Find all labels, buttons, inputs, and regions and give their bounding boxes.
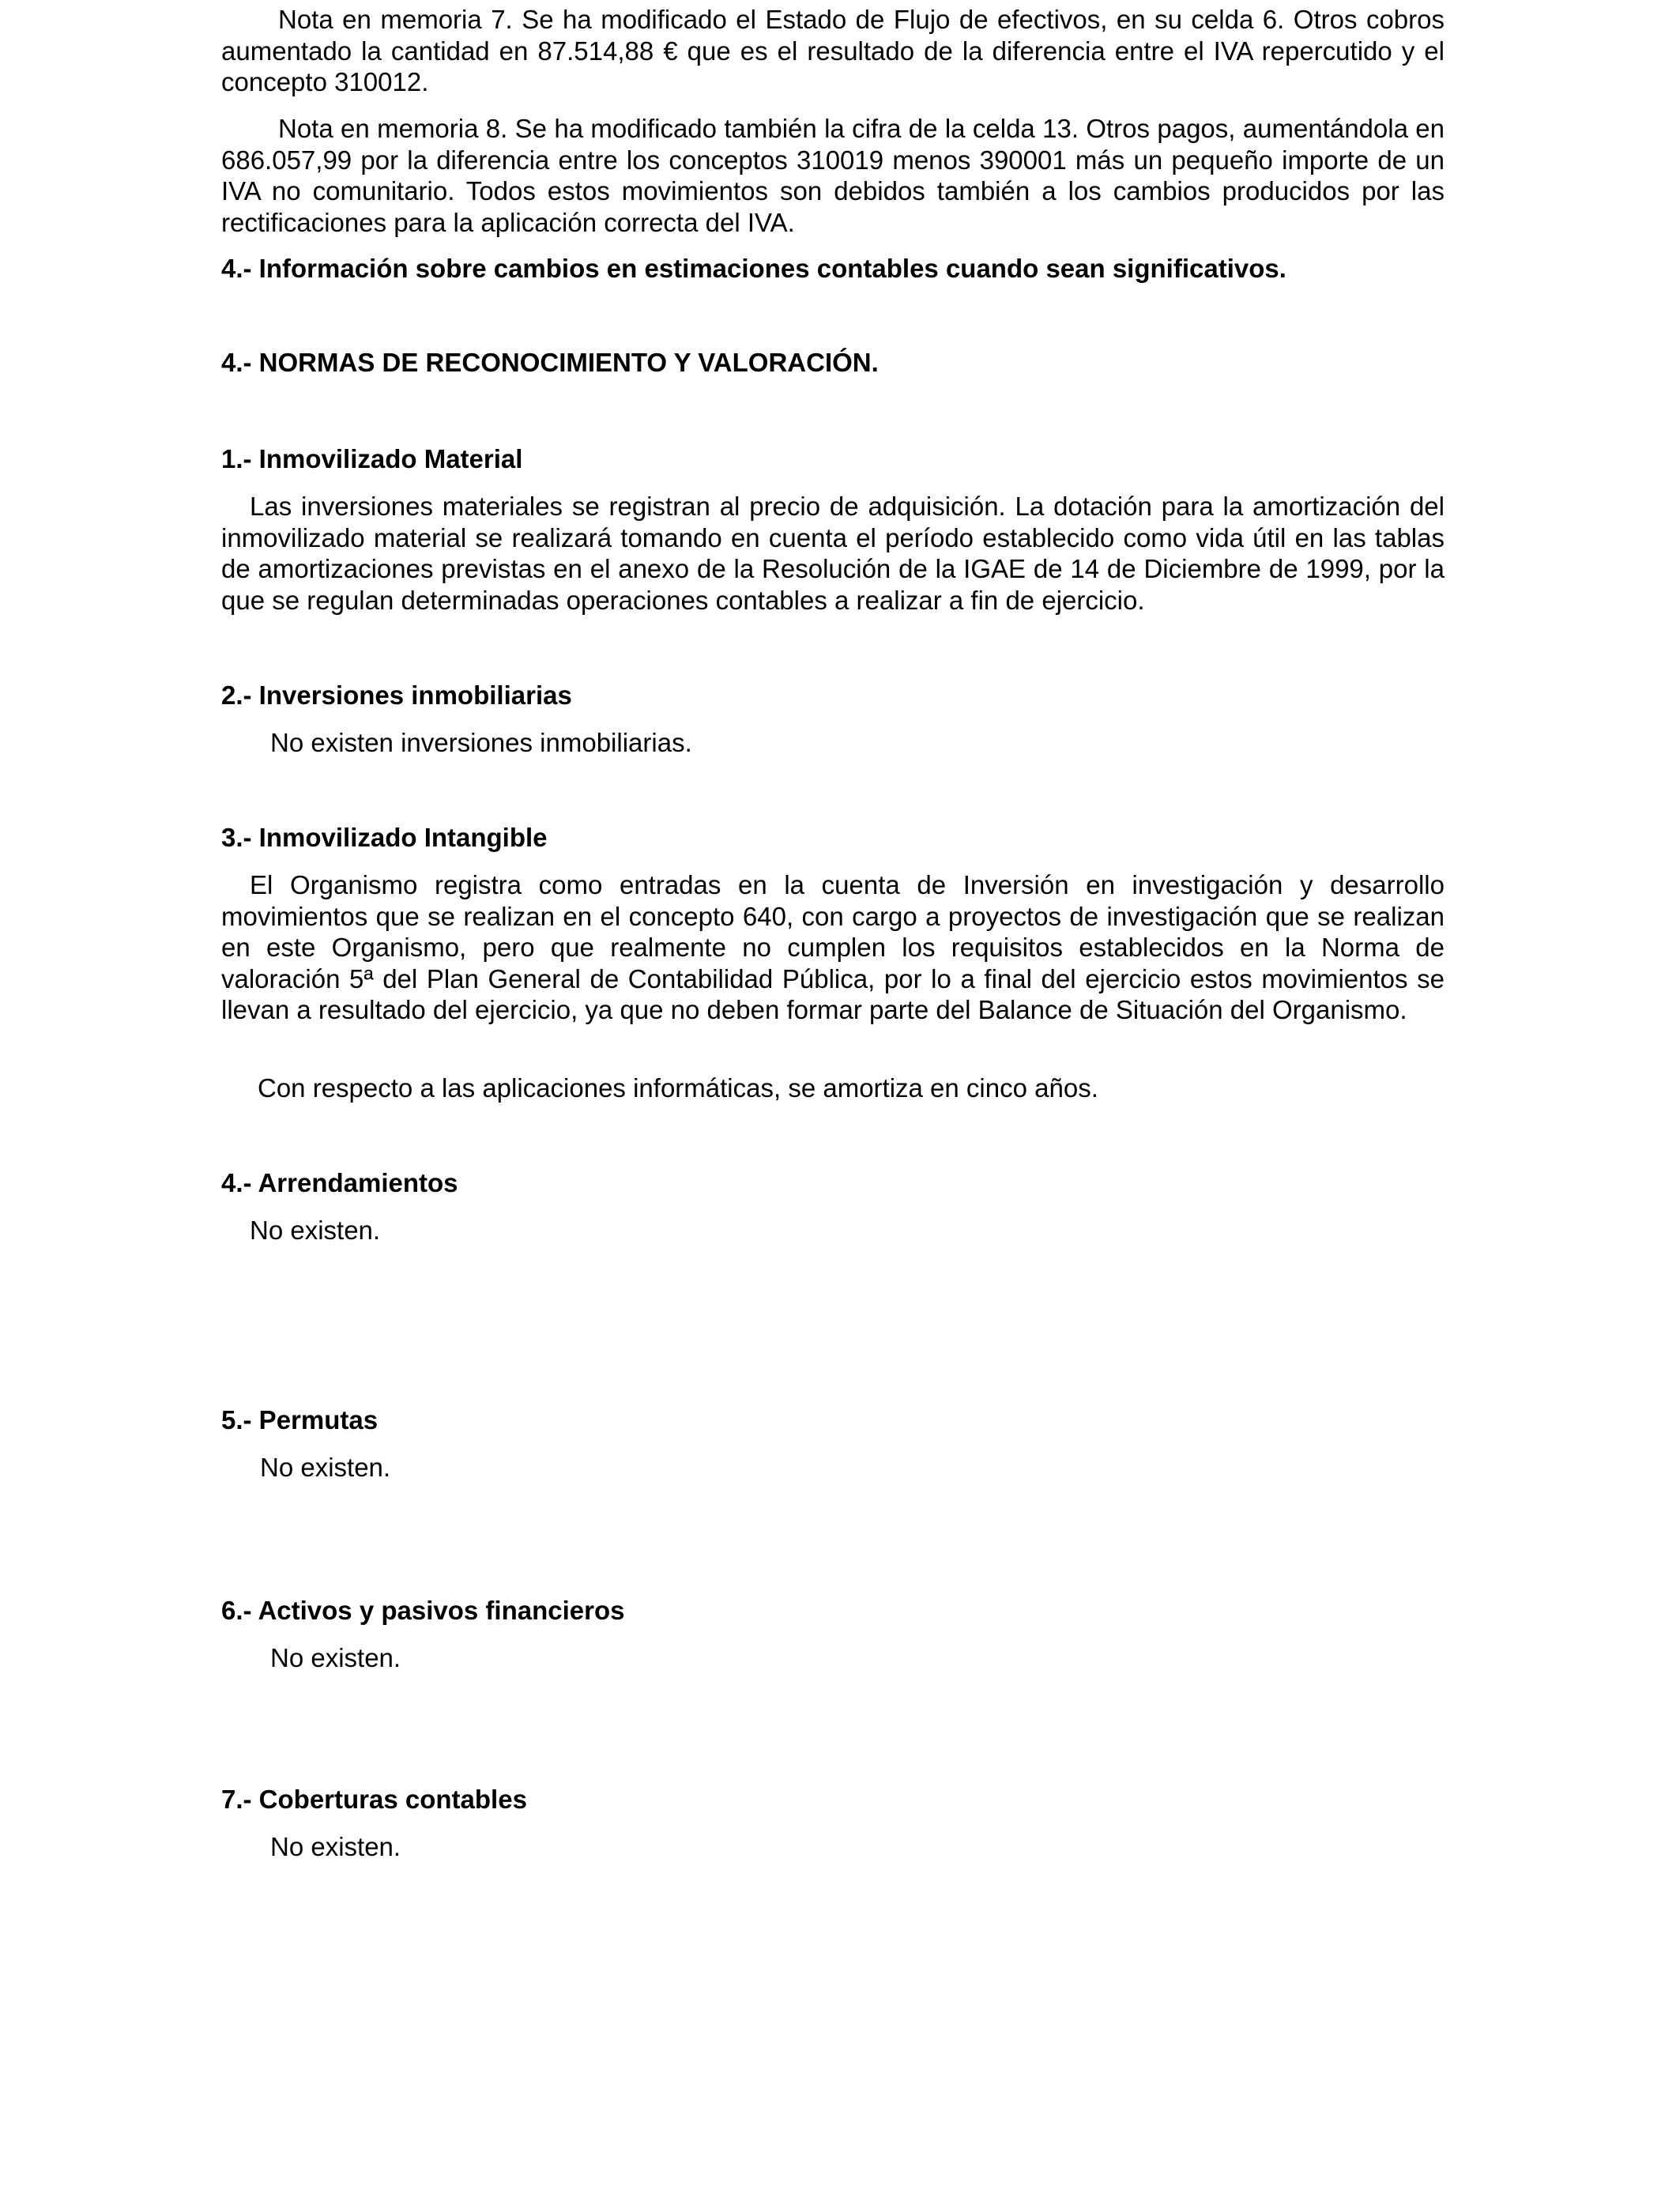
document-page: [221, 0, 1445, 2194]
paragraph-nota-memoria-8: Nota en memoria 8. Se ha modificado también la cifra de la celda 13. Otros pagos, aumentándola en 686.057,99 por la diferencia entre los conceptos 310019 menos 390001 más un pequeño importe de un IVA no comunitario. Todos estos movimientos son debidos también a los cambios producidos por las rectificaciones para la aplicación correcta del IVA.: [221, 114, 1445, 237]
heading-normas-reconocimiento: 4.- NORMAS DE RECONOCIMIENTO Y VALORACIÓN.: [221, 348, 879, 377]
section-text-permutas: No existen.: [260, 1453, 391, 1482]
section-text-arrendamientos: No existen.: [250, 1216, 381, 1245]
paragraph-nota-memoria-7: Nota en memoria 7. Se ha modificado el Estado de Flujo de efectivos, en su celda 6. Otros cobros aumentado la cantidad en 87.514,88 € que es el resultado de la diferencia entre el IVA repercutido y el concepto 310012.: [221, 5, 1445, 96]
section-title-inmovilizado-intangible: 3.- Inmovilizado Intangible: [221, 823, 548, 852]
section-title-inmovilizado-material: 1.- Inmovilizado Material: [221, 444, 523, 473]
section-title-permutas: 5.- Permutas: [221, 1405, 379, 1434]
section-text-activos-pasivos-financieros: No existen.: [270, 1643, 401, 1672]
section-text-inmovilizado-material: Las inversiones materiales se registran al precio de adquisición. La dotación para la amortización del inmovilizado material se realizará tomando en cuenta el período establecido como vida útil en las tablas de amortizaciones previstas en el anexo de la Resolución de la IGAE de 14 de Diciembre de 1999, por la que se regulan determinadas operaciones contables a realizar a fin de ejercicio.: [221, 492, 1445, 615]
heading-cambios-estimaciones: 4.- Información sobre cambios en estimaciones contables cuando sean significativos.: [221, 254, 1286, 283]
section-title-activos-pasivos-financieros: 6.- Activos y pasivos financieros: [221, 1596, 625, 1625]
section-text-inversiones-inmobiliarias: No existen inversiones inmobiliarias.: [270, 728, 692, 757]
section-title-coberturas-contables: 7.- Coberturas contables: [221, 1785, 527, 1814]
section-text-coberturas-contables: No existen.: [270, 1832, 401, 1861]
section-title-arrendamientos: 4.- Arrendamientos: [221, 1168, 458, 1197]
section-text-aplicaciones-informaticas: Con respecto a las aplicaciones informáticas, se amortiza en cinco años.: [258, 1073, 1098, 1103]
section-title-inversiones-inmobiliarias: 2.- Inversiones inmobiliarias: [221, 680, 572, 710]
section-text-inmovilizado-intangible: El Organismo registra como entradas en la cuenta de Inversión en investigación y desarrollo movimientos que se realizan en el concepto 640, con cargo a proyectos de investigación que se realizan en este Organismo, pero que realmente no cumplen los requisitos establecidos en la Norma de valoración 5ª del Plan General de Contabilidad Pública, por lo a final del ejercicio estos movimientos se llevan a resultado del ejercicio, ya que no deben formar parte del Balance de Situación del Organismo.: [221, 870, 1445, 1024]
